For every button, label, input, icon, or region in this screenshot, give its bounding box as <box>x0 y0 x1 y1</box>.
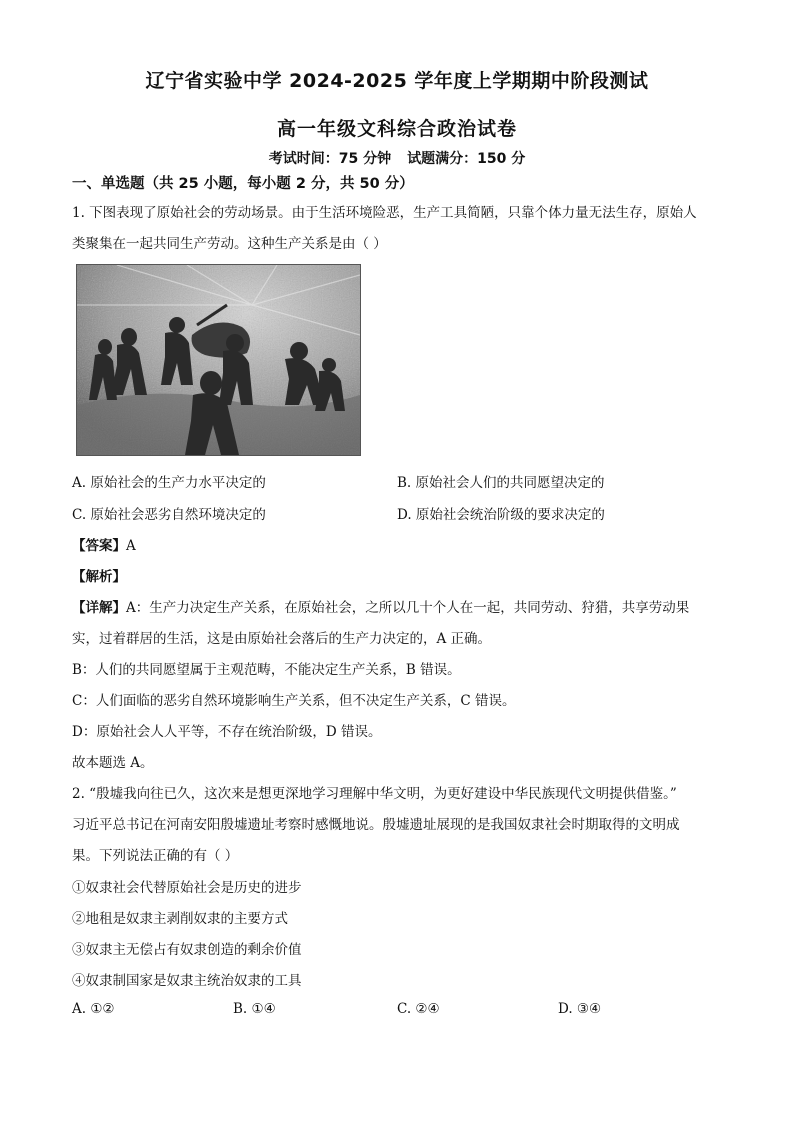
primitive-hunting-illustration <box>76 264 361 456</box>
q1-d-explanation: D：原始社会人人平等，不存在统治阶级，D 错误。 <box>72 724 382 740</box>
q1-option-c: C. 原始社会恶劣自然环境决定的 <box>72 507 266 523</box>
q1-option-a: A. 原始社会的生产力水平决定的 <box>72 475 266 491</box>
q2-item-3: ③奴隶主无偿占有奴隶创造的剩余价值 <box>72 942 302 958</box>
exam-meta <box>0 148 794 168</box>
full-score: 试题满分：150 分 <box>407 151 526 167</box>
q2-option-b: B. ①④ <box>233 1001 276 1017</box>
q2-option-a: A. ①② <box>72 1001 115 1017</box>
q2-stem-line2: 习近平总书记在河南安阳殷墟遗址考察时感慨地说。殷墟遗址展现的是我国奴隶社会时期取得的文明成 <box>72 817 680 833</box>
q2-item-1: ①奴隶社会代替原始社会是历史的进步 <box>72 880 302 896</box>
q1-option-d: D. 原始社会统治阶级的要求决定的 <box>397 507 605 523</box>
exam-subtitle: 高一年级文科综合政治试卷 <box>276 118 517 140</box>
q2-option-c: C. ②④ <box>397 1001 440 1017</box>
q1-detail-line1 <box>72 596 689 616</box>
q1-stem-line2: 类聚集在一起共同生产劳动。这种生产关系是由（ ） <box>72 236 387 252</box>
q1-option-b: B. 原始社会人们的共同愿望决定的 <box>397 475 605 491</box>
q2-stem-line3: 果。下列说法正确的有（ ） <box>72 848 239 864</box>
analysis-label: 【解析】 <box>72 569 126 585</box>
q1-detail-line2: 实，过着群居的生活，这是由原始社会落后的生产力决定的，A 正确。 <box>72 631 492 647</box>
answer-label: 【答案】 <box>72 538 126 554</box>
exam-title: 辽宁省实验中学 2024-2025 学年度上学期期中阶段测试 <box>145 70 649 92</box>
q2-item-4: ④奴隶制国家是奴隶主统治奴隶的工具 <box>72 973 302 989</box>
exam-time: 考试时间：75 分钟 <box>268 151 392 167</box>
q1-answer <box>72 534 136 554</box>
q2-option-d: D. ③④ <box>558 1001 602 1017</box>
q2-stem-line1: 2. “殷墟我向往已久，这次来是想更深地学习理解中华文明，为更好建设中华民族现代文明提供借鉴。” <box>72 786 677 802</box>
q1-conclusion: 故本题选 A。 <box>72 755 154 771</box>
q1-b-explanation: B：人们的共同愿望属于主观范畴，不能决定生产关系，B 错误。 <box>72 662 461 678</box>
answer-value: A <box>126 538 136 554</box>
q2-item-2: ②地租是奴隶主剥削奴隶的主要方式 <box>72 911 288 927</box>
q1-stem-line1: 1. 下图表现了原始社会的劳动场景。由于生活环境险恶，生产工具简陋，只靠个体力量无法生存，原始人 <box>72 205 697 221</box>
section-title: 一、单选题（共 25 小题，每小题 2 分，共 50 分） <box>72 176 414 192</box>
q1-c-explanation: C：人们面临的恶劣自然环境影响生产关系，但不决定生产关系，C 错误。 <box>72 693 516 709</box>
detail-label: 【详解】 <box>72 600 126 616</box>
detail-text: A：生产力决定生产关系，在原始社会，之所以几十个人在一起，共同劳动、狩猎，共享劳动果 <box>126 600 690 616</box>
